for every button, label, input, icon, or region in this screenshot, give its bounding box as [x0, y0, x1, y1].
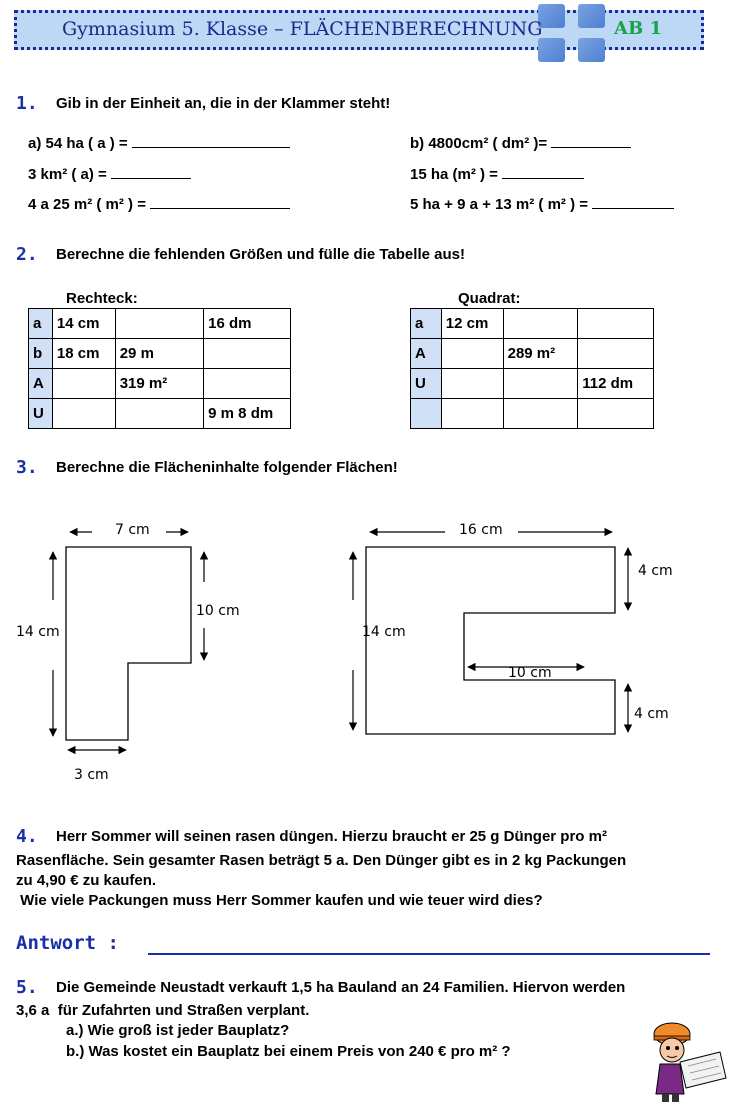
exercise-line: a) 54 ha ( a ) =	[28, 133, 290, 152]
task-text: zu 4,90 € zu kaufen.	[16, 872, 157, 889]
table-row	[29, 369, 291, 399]
table-row	[29, 309, 291, 339]
table-cell[interactable]: 319 m²	[115, 369, 203, 399]
area-figures	[0, 500, 737, 800]
exercise-line: 3 km² ( a) =	[28, 164, 191, 183]
worker-with-plan-icon	[640, 1018, 730, 1102]
answer-blank[interactable]	[502, 164, 584, 179]
sheet-code: AB 1	[614, 18, 662, 39]
answer-blank[interactable]	[551, 133, 631, 148]
table-caption: Rechteck:	[66, 290, 138, 307]
table-cell[interactable]	[503, 309, 578, 339]
table-cell: U	[29, 399, 53, 429]
dimension-label: 3 cm	[74, 767, 109, 783]
table-cell[interactable]	[578, 309, 654, 339]
task-text: 3,6 a für Zufahrten und Straßen verplant.	[16, 1002, 310, 1019]
exercise-line: 4 a 25 m² ( m² ) =	[28, 194, 290, 213]
table-cell[interactable]	[578, 399, 654, 429]
table-cell[interactable]: 29 m	[115, 339, 203, 369]
dimension-label: 10 cm	[196, 603, 240, 619]
answer-blank[interactable]	[592, 194, 674, 209]
table-row	[29, 399, 291, 429]
table-cell[interactable]: 14 cm	[52, 309, 115, 339]
table-caption: Quadrat:	[458, 290, 521, 307]
task-instruction: Berechne die Flächeninhalte folgender Flächen!	[56, 459, 398, 476]
task-number: 1.	[16, 93, 38, 114]
table-cell: U	[411, 369, 442, 399]
exercise-line: b) 4800cm² ( dm² )=	[410, 133, 631, 152]
table-cell[interactable]	[441, 339, 503, 369]
subquestion: b.) Was kostet ein Bauplatz bei einem Preis von 240 € pro m² ?	[66, 1043, 511, 1060]
answer-label: Antwort :	[16, 932, 119, 954]
header-squares-icon	[538, 4, 610, 64]
table-cell[interactable]: 18 cm	[52, 339, 115, 369]
dimension-label: 4 cm	[634, 706, 669, 722]
task-text: Die Gemeinde Neustadt verkauft 1,5 ha Bauland an 24 Familien. Hiervon werden	[56, 979, 626, 996]
table-cell[interactable]: 112 dm	[578, 369, 654, 399]
table-cell[interactable]	[204, 369, 291, 399]
subquestion: a.) Wie groß ist jeder Bauplatz?	[66, 1022, 290, 1039]
table-cell: a	[29, 309, 53, 339]
page-title: Gymnasium 5. Klasse – FLÄCHENBERECHNUNG	[62, 18, 543, 40]
table-row	[411, 339, 654, 369]
dimension-label: 14 cm	[362, 624, 406, 640]
table-cell[interactable]: 16 dm	[204, 309, 291, 339]
dimension-label: 4 cm	[638, 563, 673, 579]
table-cell	[411, 399, 442, 429]
task-number: 5.	[16, 977, 38, 998]
table-cell[interactable]	[578, 339, 654, 369]
table-cell[interactable]: 12 cm	[441, 309, 503, 339]
table-cell[interactable]: 289 m²	[503, 339, 578, 369]
table-cell[interactable]	[441, 399, 503, 429]
table-cell: a	[411, 309, 442, 339]
table-cell[interactable]	[441, 369, 503, 399]
task-number: 2.	[16, 244, 38, 265]
table-cell[interactable]	[503, 369, 578, 399]
table-cell[interactable]	[52, 369, 115, 399]
answer-blank[interactable]	[150, 194, 290, 209]
task-number: 4.	[16, 826, 38, 847]
table-cell[interactable]	[115, 399, 203, 429]
answer-blank[interactable]	[132, 133, 290, 148]
table-cell[interactable]	[52, 399, 115, 429]
task-instruction: Berechne die fehlenden Größen und fülle die Tabelle aus!	[56, 246, 465, 263]
table-cell: A	[411, 339, 442, 369]
dimension-label: 7 cm	[115, 522, 150, 538]
table-cell[interactable]	[503, 399, 578, 429]
exercise-line: 5 ha + 9 a + 13 m² ( m² ) =	[410, 194, 674, 213]
l-shape-figure	[53, 532, 204, 750]
square-table	[410, 308, 654, 429]
dimension-label: 14 cm	[16, 624, 60, 640]
table-cell[interactable]	[115, 309, 203, 339]
table-row	[411, 399, 654, 429]
task-text: Herr Sommer will seinen rasen düngen. Hierzu braucht er 25 g Dünger pro m²	[56, 828, 607, 845]
dimension-label: 16 cm	[459, 522, 503, 538]
rectangle-table	[28, 308, 291, 429]
table-row	[411, 369, 654, 399]
table-cell: A	[29, 369, 53, 399]
task-text: Rasenfläche. Sein gesamter Rasen beträgt 5 a. Den Dünger gibt es in 2 kg Packungen	[16, 852, 627, 869]
dimension-label: 10 cm	[508, 665, 552, 681]
table-cell: b	[29, 339, 53, 369]
answer-blank[interactable]	[111, 164, 191, 179]
table-cell[interactable]: 9 m 8 dm	[204, 399, 291, 429]
exercise-line: 15 ha (m² ) =	[410, 164, 584, 183]
task-question: Wie viele Packungen muss Herr Sommer kaufen und wie teuer wird dies?	[16, 892, 543, 909]
task-instruction: Gib in der Einheit an, die in der Klammer steht!	[56, 95, 391, 112]
answer-line[interactable]	[148, 953, 710, 955]
table-row	[411, 309, 654, 339]
table-row	[29, 339, 291, 369]
table-cell[interactable]	[204, 339, 291, 369]
task-number: 3.	[16, 457, 38, 478]
